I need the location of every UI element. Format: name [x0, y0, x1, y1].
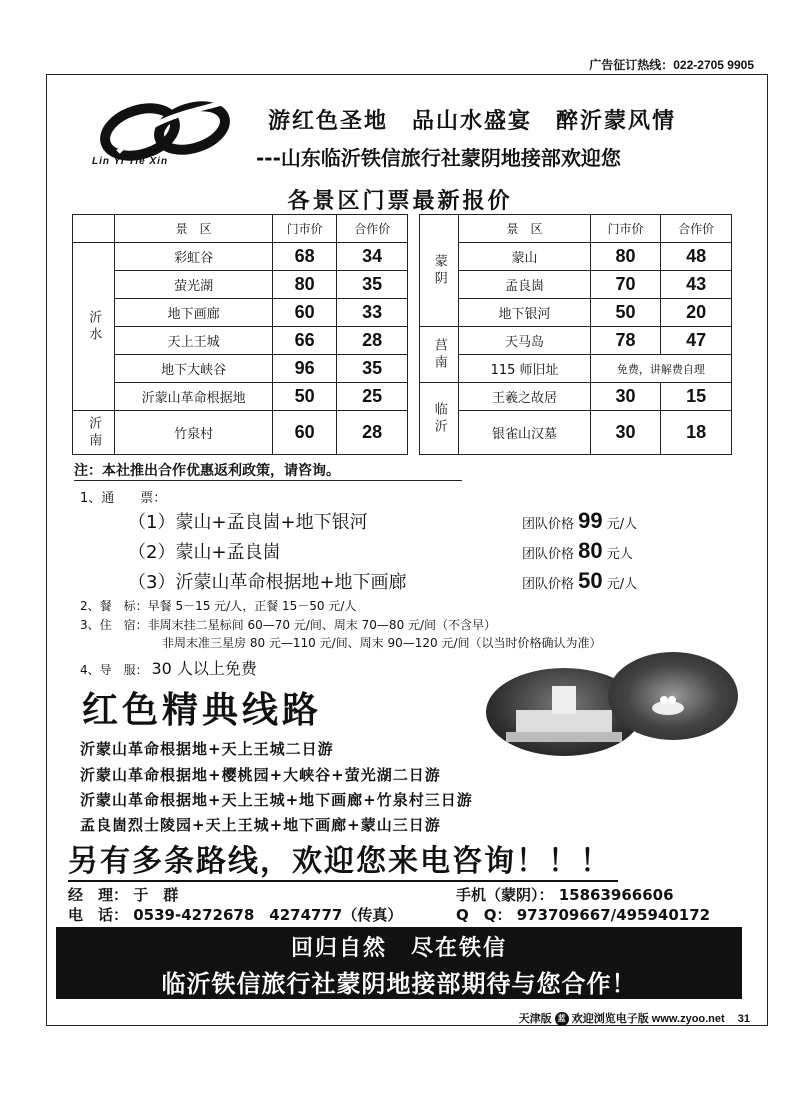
scenic-name: 天上王城: [115, 327, 272, 355]
table-row: [73, 355, 732, 383]
qq-label: Q Q：: [456, 906, 512, 924]
manager-name: 于 群: [133, 886, 179, 904]
group-price-value: 50: [578, 568, 603, 593]
table-row: [73, 383, 732, 411]
meals-info: 2、餐 标：早餐 5－15 元/人，正餐 15－50 元/人: [80, 599, 357, 613]
scenic-name: 地下画廊: [115, 299, 272, 327]
coop-price: 28: [337, 327, 408, 355]
mobile-number: 15863966606: [558, 886, 674, 904]
gate-price: 50: [272, 383, 337, 411]
free-note: 免费，讲解费自理: [590, 355, 731, 383]
scenic-name: 天马岛: [459, 327, 590, 355]
price-title: 各景区门票最新报价: [287, 189, 513, 214]
scenic-name: 银雀山汉墓: [459, 411, 590, 455]
gate-price: 96: [272, 355, 337, 383]
page-number: 31: [737, 1013, 750, 1025]
gate-price: 50: [590, 299, 661, 327]
coop-price: 35: [337, 355, 408, 383]
coop-price: 25: [337, 383, 408, 411]
coop-price: 20: [661, 299, 732, 327]
route-item: 沂蒙山革命根据地+樱桃园+大峡谷+萤光湖二日游: [80, 766, 441, 784]
scenic-name: 地下大峡谷: [115, 355, 272, 383]
scenic-name: 蒙山: [459, 243, 590, 271]
gate-price: 66: [272, 327, 337, 355]
table-row: [73, 271, 732, 299]
qq-number: 973709667/495940172: [516, 906, 711, 924]
rafting-photo: [608, 652, 738, 740]
qq-line: [456, 904, 710, 925]
group-price: [522, 568, 637, 594]
region-label: 莒南: [420, 327, 459, 383]
header-coop: 合作价: [661, 215, 732, 243]
mobile-label: 手机（蒙阴）：: [456, 886, 554, 904]
lodging-info-1: 3、住 宿：非周末挂二星标间 60—70 元/间、周末 70—80 元/间（不含早）: [80, 618, 497, 632]
gate-price: 80: [272, 271, 337, 299]
table-row: [73, 243, 732, 271]
gate-price: 80: [590, 243, 661, 271]
coop-price: 28: [337, 411, 408, 455]
table-row: [73, 327, 732, 355]
gate-price: 70: [590, 271, 661, 299]
group-price-unit: 元/人: [606, 577, 638, 592]
scenic-name: 彩虹谷: [115, 243, 272, 271]
table-row: [73, 299, 732, 327]
guide-value: 30 人以上免费: [151, 659, 257, 678]
coop-price: 43: [661, 271, 732, 299]
guide-label: 4、导 服：: [80, 663, 148, 677]
coop-price: 48: [661, 243, 732, 271]
group-price-unit: 元人: [606, 547, 633, 562]
page-footer: [519, 1010, 750, 1026]
scenic-name: 王羲之故居: [459, 383, 590, 411]
group-price-label: 团队价格: [522, 577, 575, 592]
header-coop: 合作价: [337, 215, 408, 243]
table-row: [73, 411, 732, 455]
route-item: 孟良崮烈士陵园+天上王城+地下画廊+蒙山三日游: [80, 816, 441, 834]
scenic-name: 萤光湖: [115, 271, 272, 299]
price-table: [72, 214, 732, 455]
edition-label: 天津版: [518, 1013, 552, 1025]
phone-label: 电 话：: [68, 906, 129, 924]
group-price-label: 团队价格: [522, 517, 575, 532]
table-corner-left: [73, 215, 115, 243]
gate-price: 30: [590, 411, 661, 455]
coop-price: 15: [661, 383, 732, 411]
red-routes-title: 红色精典线路: [82, 689, 323, 731]
guide-info: [80, 656, 257, 679]
gate-price: 68: [272, 243, 337, 271]
group-price-value: 99: [578, 508, 603, 533]
header-gate: 门市价: [272, 215, 337, 243]
header-scenic: 景 区: [459, 215, 590, 243]
scenic-name: 孟良崮: [459, 271, 590, 299]
region-label: 临沂: [420, 383, 459, 455]
logo-caption: Lin Yi Tie Xin: [92, 156, 169, 167]
group-price-label: 团队价格: [522, 547, 575, 562]
coop-price: 47: [661, 327, 732, 355]
region-label: 沂水: [73, 243, 115, 411]
header-scenic: 景 区: [115, 215, 272, 243]
ticket-package: （2）蒙山+孟良崮: [128, 542, 281, 563]
gate-price: 30: [590, 383, 661, 411]
group-price: [522, 508, 637, 534]
ad-hotline: 广告征订热线：022-2705 9905: [589, 58, 754, 72]
gate-price: 78: [590, 327, 661, 355]
banner-line-2: 临沂铁信旅行社蒙阴地接部期待与您合作！: [161, 970, 637, 998]
route-item: 沂蒙山革命根据地+天上王城二日游: [80, 740, 334, 758]
gate-price: 60: [272, 299, 337, 327]
slogan: 游红色圣地 品山水盛宴 醉沂蒙风情: [268, 109, 677, 134]
route-item: 沂蒙山革命根据地+天上王城+地下画廊+竹泉村三日游: [80, 791, 473, 809]
scenic-name: 竹泉村: [115, 411, 272, 455]
ticket-package: （1）蒙山+孟良崮+地下银河: [128, 512, 368, 533]
tickets-label: 1、通 票：: [80, 491, 167, 506]
scenic-name: 地下银河: [459, 299, 590, 327]
header-gate: 门市价: [590, 215, 661, 243]
scenic-name: 115 师旧址: [459, 355, 590, 383]
scenic-name: 沂蒙山革命根据地: [115, 383, 272, 411]
edition-badge-icon: 蓝: [555, 1012, 569, 1026]
coop-price: 18: [661, 411, 732, 455]
region-label: 蒙阴: [420, 215, 459, 327]
ticket-package: （3）沂蒙山革命根据地+地下画廊: [128, 572, 407, 593]
phone-number: 0539-4272678 4274777（传真）: [133, 906, 403, 924]
more-routes: 另有多条路线，欢迎您来电咨询！！！: [68, 836, 618, 882]
gate-price: 60: [272, 411, 337, 455]
group-price-unit: 元/人: [606, 517, 638, 532]
coop-price: 34: [337, 243, 408, 271]
rebate-note: 注：本社推出合作优惠返利政策，请咨询。: [74, 460, 462, 481]
manager-line: [68, 884, 178, 905]
group-price: [522, 538, 633, 564]
footer-text: 欢迎浏览电子版 www.zyoo.net: [571, 1013, 725, 1025]
welcome-line: ---山东临沂铁信旅行社蒙阴地接部欢迎您: [256, 146, 621, 170]
phone-line: [68, 904, 402, 925]
rafting-icon: [608, 652, 738, 740]
manager-label: 经 理：: [68, 886, 129, 904]
region-label: 沂南: [73, 411, 115, 455]
table-header-row: [73, 215, 732, 243]
group-price-value: 80: [578, 538, 603, 563]
banner-line-1: 回归自然 尽在铁信: [290, 936, 507, 961]
bottom-banner: [56, 927, 742, 999]
mobile-line: [456, 884, 674, 905]
coop-price: 33: [337, 299, 408, 327]
coop-price: 35: [337, 271, 408, 299]
lodging-info-2: 非周末准三星房 80 元—110 元/间、周末 90—120 元/间（以当时价格确认为准）: [162, 636, 602, 650]
